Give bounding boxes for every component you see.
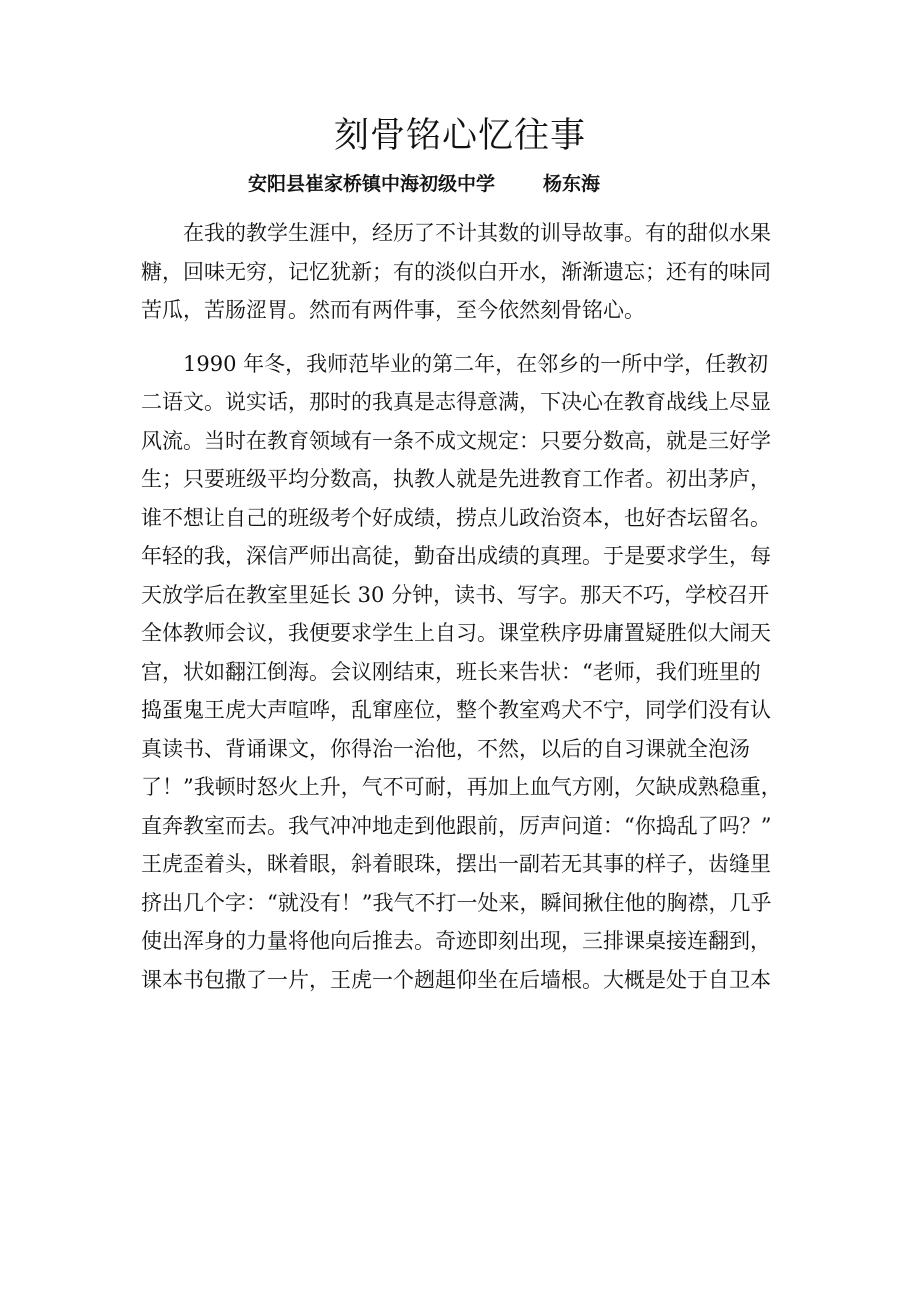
text-line: 风流。当时在教育领域有一条不成文规定：只要分数高，就是三好学 <box>141 428 771 453</box>
byline <box>248 168 600 200</box>
paragraph-1 <box>141 214 783 330</box>
text-line: 宫，状如翻江倒海。会议刚结束，班长来告状：“老师，我们班里的 <box>141 659 761 684</box>
text-line: 直奔教室而去。我气冲冲地走到他跟前，厉声问道：“你捣乱了吗？” <box>141 813 772 838</box>
school-name: 安阳县崔家桥镇中海初级中学 <box>248 173 496 195</box>
text-line: 真读书、背诵课文，你得治一治他，不然，以后的自习课就全泡汤 <box>141 736 750 761</box>
text-line: 全体教师会议，我便要求学生上自习。课堂秩序毋庸置疑胜似大闹天 <box>141 621 771 645</box>
text-line: 课本书包撒了一片，王虎一个趔趄仰坐在后墙根。大概是处于自卫本 <box>141 967 771 992</box>
text-line: 谁不想让自己的班级考个好成绩，捞点儿政治资本，也好杏坛留名。 <box>141 505 771 530</box>
text-line: 挤出几个字：“就没有！”我气不打一处来，瞬间揪住他的胸襟，几乎 <box>141 890 772 915</box>
text-line: 生；只要班级平均分数高，执教人就是先进教育工作者。初出茅庐， <box>141 467 771 491</box>
paragraph-2 <box>141 345 783 1000</box>
text-line: 捣蛋鬼王虎大声喧哗，乱窜座位，整个教室鸡犬不宁，同学们没有认 <box>141 698 771 722</box>
text-line: 1990 年冬，我师范毕业的第二年，在邻乡的一所中学，任教初 <box>183 351 769 376</box>
text-line: 糖，回味无穷，记忆犹新；有的淡似白开水，渐渐遗忘；还有的味同 <box>141 259 771 284</box>
text-line: 在我的教学生涯中，经历了不计其数的训导故事。有的甜似水果 <box>183 221 771 245</box>
article-body <box>141 214 783 999</box>
page-title: 刻骨铭心忆往事 <box>333 116 586 156</box>
text-line: 了！”我顿时怒火上升，气不可耐，再加上血气方刚，欠缺成熟稳重， <box>141 775 782 799</box>
text-line: 二语文。说实话，那时的我真是志得意满，下决心在教育战线上尽显 <box>141 390 771 414</box>
author-name: 杨东海 <box>543 173 601 195</box>
text-line: 天放学后在教室里延长 30 分钟，读书、写字。那天不巧，学校召开 <box>141 582 770 607</box>
text-line: 王虎歪着头，眯着眼，斜着眼珠，摆出一副若无其事的样子，齿缝里 <box>141 852 771 876</box>
text-line: 年轻的我，深信严师出高徒，勤奋出成绩的真理。于是要求学生，每 <box>141 544 771 568</box>
text-line: 使出浑身的力量将他向后推去。奇迹即刻出现，三排课桌接连翻到， <box>141 929 771 953</box>
text-line: 苦瓜，苦肠涩胃。然而有两件事，至今依然刻骨铭心。 <box>141 298 645 322</box>
